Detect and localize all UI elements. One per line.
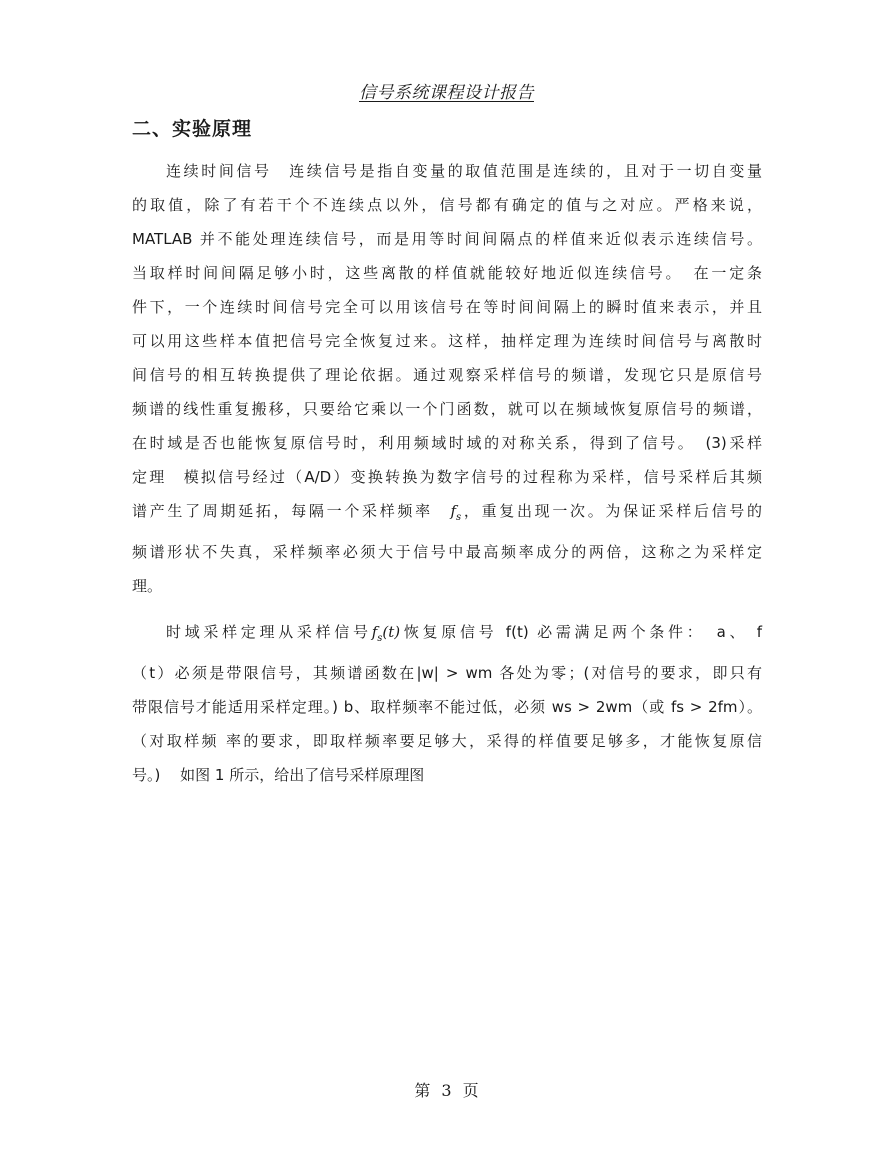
sampling-frequency-symbol: $f_s$ — [450, 502, 462, 523]
text-segment: ，重复出现一次。为保证采样后信号的 — [461, 502, 762, 520]
text-line: 的取值，除了有若干个不连续点以外，信号都有确定的值与之对应。严格来说， — [132, 196, 762, 214]
text-line-with-formula — [132, 494, 762, 535]
text-line: 带限信号才能适用采样定理。) b、取样频率不能过低，必须 ws > 2wm（或 fs > 2fm）。 — [132, 698, 762, 716]
text-line: （t）必须是带限信号，其频谱函数在|w| > wm 各处为零；(对信号的要求，即只有 — [132, 664, 762, 682]
text-line: 理。 — [132, 577, 163, 595]
text-line-with-formula — [132, 615, 762, 656]
text-line: 可以用这些样本值把信号完全恢复过来。这样，抽样定理为连续时间信号与离散时 — [132, 332, 762, 350]
sampled-signal-symbol: $f_s(t)$ — [371, 623, 401, 644]
text-line: 件下，一个连续时间信号完全可以用该信号在等时间间隔上的瞬时值来表示，并且 — [132, 298, 762, 316]
paragraph-sampling-theorem — [132, 615, 762, 792]
text-segment: 谱产生了周期延拓，每隔一个采样频率 — [132, 502, 433, 520]
text-line: 定理 模拟信号经过（A/D）变换转换为数字信号的过程称为采样，信号采样后其频 — [132, 468, 762, 486]
text-line: 间信号的相互转换提供了理论依据。通过观察采样信号的频谱，发现它只是原信号 — [132, 366, 762, 384]
text-line: 号。) 如图 1 所示，给出了信号采样原理图 — [132, 766, 425, 784]
page-number: 第 3 页 — [414, 1081, 479, 1100]
section-title: 二、实验原理 — [132, 118, 253, 140]
body-text — [132, 154, 762, 792]
report-header: 信号系统课程设计报告 — [359, 83, 534, 103]
text-line: 在时域是否也能恢复原信号时，利用频域时域的对称关系，得到了信号。 (3)采样 — [132, 434, 762, 452]
text-line: 频谱的线性重复搬移，只要给它乘以一个门函数，就可以在频域恢复原信号的频谱， — [132, 400, 762, 418]
text-line: 当取样时间间隔足够小时，这些离散的样值就能较好地近似连续信号。 在一定条 — [132, 264, 762, 282]
text-line: （对取样频 率的要求，即取样频率要足够大，采得的样值要足够多，才能恢复原信 — [132, 732, 762, 750]
text-segment: 恢复原信号 f(t) 必需满足两个条件： a、 f — [400, 623, 762, 641]
text-line: MATLAB 并不能处理连续信号，而是用等时间间隔点的样值来近似表示连续信号。 — [132, 230, 762, 248]
text-line: 频谱形状不失真，采样频率必须大于信号中最高频率成分的两倍，这称之为采样定 — [132, 543, 762, 561]
paragraph-principle — [132, 154, 762, 603]
text-segment: 时域采样定理从采样信号 — [166, 623, 372, 641]
text-line: 连续时间信号 连续信号是指自变量的取值范围是连续的，且对于一切自变量 — [166, 162, 762, 180]
